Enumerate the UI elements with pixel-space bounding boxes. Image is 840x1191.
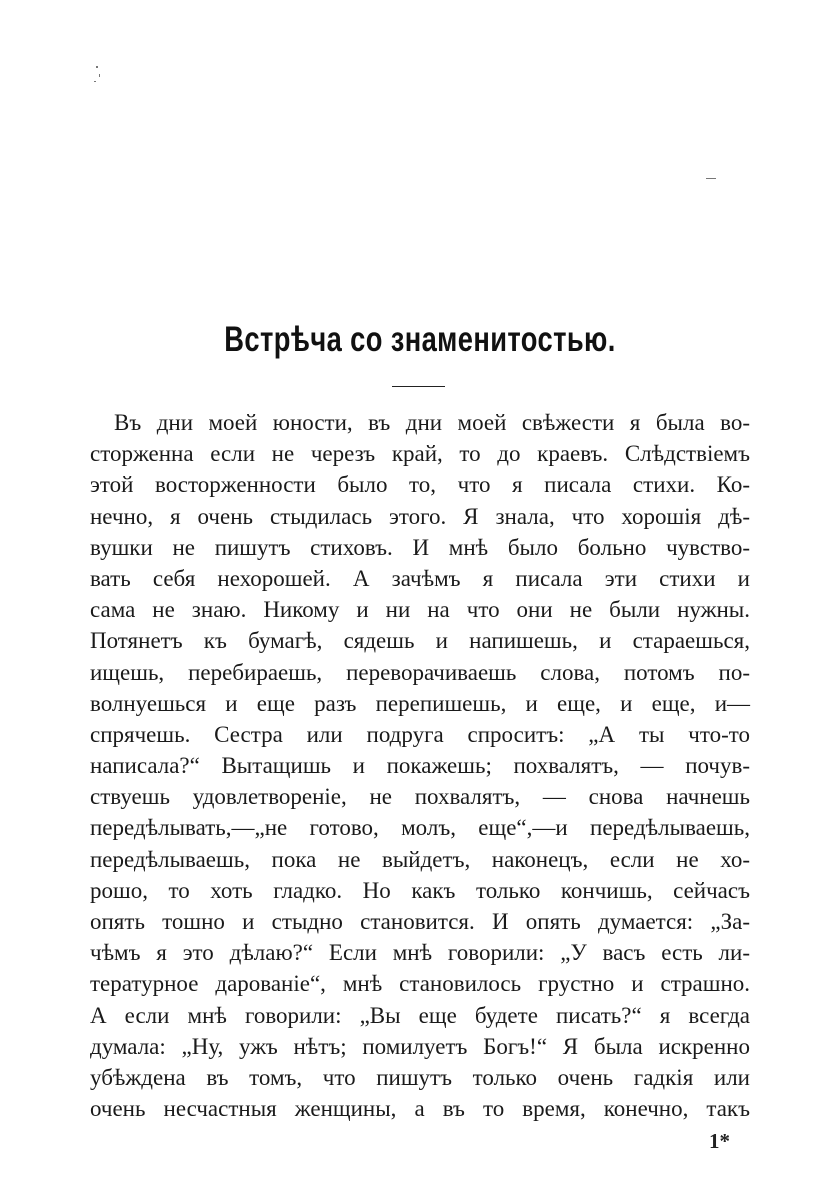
text-line: сторженна если не черезъ край, то до краевъ. Слѣдствіемъ [90,441,750,467]
text-line: волнуешься и еще разъ перепишешь, и еще, и еще, и— [90,690,750,716]
text-line: очень несчастныя женщины, а въ то время, конечно, такъ [90,1096,750,1122]
scan-speck [99,74,100,77]
text-line: чѣмъ я это дѣлаю?“ Если мнѣ говорили: „У васъ есть ли- [90,940,750,966]
title-divider [392,386,445,387]
text-line: вать себя нехорошей. А зачѣмъ я писала эти стихи и [90,565,750,591]
text-line: рошо, то хоть гладко. Но какъ только кончишь, сейчасъ [90,877,750,903]
page-number: 1* [709,1129,730,1153]
text-line: спрячешь. Сестра или подруга спроситъ: „А ты что-то [90,721,750,747]
text-line: убѣждена въ томъ, что пишутъ только очень гадкія или [90,1064,750,1090]
scan-speck [96,66,98,68]
text-line: сама не знаю. Никому и ни на что они не были нужны. [90,597,750,623]
body-text [90,407,750,1124]
text-line: этой восторженности было то, что я писала стихи. Ко- [90,472,750,498]
text-line: вушки не пишутъ стиховъ. И мнѣ было больно чувство- [90,534,750,560]
text-line: А если мнѣ говорили: „Вы еще будете писать?“ я всегда [90,1002,750,1028]
text-line: тературное дарованіе“, мнѣ становилось грустно и страшно. [90,971,750,997]
scan-speck [706,178,716,179]
text-line: опять тошно и стыдно становится. И опять думается: „За- [90,909,750,934]
text-line: думала: „Ну, ужъ нѣтъ; помилуетъ Богъ!“ Я была искренно [90,1033,750,1059]
text-line: нечно, я очень стыдилась этого. Я знала, что хорошія дѣ- [90,503,750,529]
text-line: передѣлывать,—„не готово, молъ, еще“,—и передѣлываешь, [90,815,750,841]
text-line: передѣлываешь, пока не выйдетъ, наконецъ, если не хо- [90,846,750,872]
text-line: написала?“ Вытащишь и покажешь; похвалятъ, — почув- [90,753,750,779]
text-line: Въ дни моей юности, въ дни моей свѣжести я была во- [114,410,750,435]
text-line: ищешь, перебираешь, переворачиваешь слова, потомъ по- [90,659,750,685]
chapter-title: Встрѣча со знаменитостью. [224,320,616,359]
scan-speck [94,81,96,82]
text-line: Потянетъ къ бумагѣ, сядешь и напишешь, и стараешься, [90,628,750,654]
text-line: ствуешь удовлетвореніе, не похвалятъ, — снова начнешь [90,784,750,810]
